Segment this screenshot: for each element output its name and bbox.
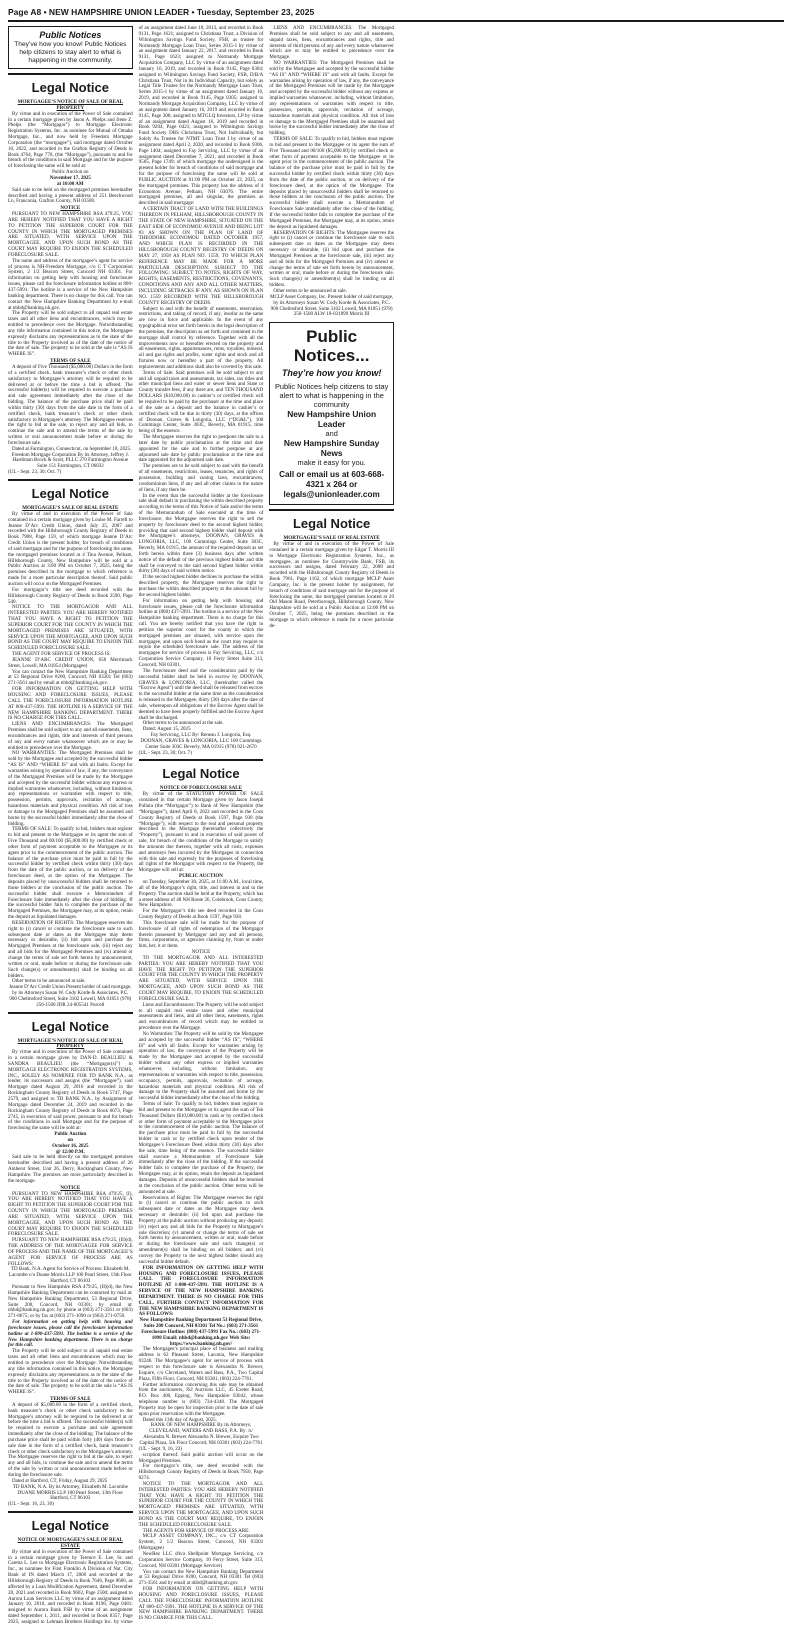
notice-paragraph: FOR INFORMATION ON GETTING HELP WITH HOUSING AND FORECLOSURE ISSUES, PLEASE CALL THE FORECLOSURE INFORMATION HOTLINE AT 1-800-437-5991. THE HOTLINE IS A SERVICE OF THE NEW HAMPSHIRE BANKING DEPARTMENT. THERE IS NO CHARGE FOR THIS CALL. FURTHER CONTACT INFORMATION FOR THE NEW HAMPSHIRE BANKING DEPARTMENT IS AS FOLLOWS: [138, 1264, 264, 1318]
notice-paragraph: NOTICE TO THE MORTGAGOR AND ALL INTERESTED PARTIES: YOU ARE HEREBY NOTIFIED THAT YOU HAVE A RIGHT TO PETITION THE SUPERIOR COURT FOR THE COUNTY IN WHICH THE MORTGAGED PREMISES ARE SITUATED, WITH SERVICE UPON THE MORTGAGEE, AND UPON SUCH BOND AS THE COURT MAY REQUIRE, TO ENJOIN THE SCHEDULED FORECLOSURE SALE. [138, 1480, 264, 1528]
public-notices-box [8, 26, 133, 69]
notice-title: MORTGAGEE’S NOTICE OF SALE OF REAL PROPERTY [17, 99, 123, 111]
notice-paragraph: Said sale to be held directly on the mortgaged premises hereinafter described and having a present address of 26 Amherst Street, Unit 26, Derry, Rockingham County, New Hampshire. The premises are more particularly described in the mortgage. [8, 1154, 133, 1184]
notice-paragraph: The Mortgagee’s principal place of business and mailing address is 62 Pleasant Street, Laconia, New Hampshire 03246. The Mortgagee’s agent for service of process with respect to this foreclosure sale is Alexandra N. Brewer, Esquire, c/o Cleveland, Waters and Bass, P.A., Two Capital Plaza, Fifth Floor, Concord, NH 03301, (603) 224-7761. [138, 1346, 264, 1382]
auction-line: PUBLIC AUCTION [179, 873, 223, 880]
notice-paragraph: Terms of Sale: Said premises will be sold subject to any and all unpaid taxes and assessments, tax sales, tax titles and other municipal liens and water or sewer liens and State or County transfer fees, if any there are, and TEN THOUSAND DOLLARS ($10,000.00) in cashier’s or certified check will be required to be paid by the purchaser at the time and place of the sale as a deposit and the balance in cashier’s or certified check will be due in thirty (30) days, at the offices of Doonan, Graves & Longoria, LLC (“DG&L”), 100 Cummings Center, Suite 303C, Beverly, MA 01915, time being of the essence. [138, 369, 264, 435]
notice-paragraph: Liens and Encumbrances: The Property will be sold subject to all unpaid real estate taxes and other municipal assessments and liens, and all other liens, easements, rights and encumbrances of record which may be entitled to precedence over the Mortgage. [138, 1001, 264, 1032]
notice-paragraph: For information on getting help with housing and foreclosure issues, please call the foreclosure information hotline at (800) 437-5991. The hotline is a service of the New Hampshire banking department. There is no charge for this call. You are hereby notified that you have the right to petition the superior court for the county in which the mortgaged premises are situated, with service upon the mortgagee, and upon such bond as the court may require to enjoin the scheduled foreclosure sale. The address of the mortgagee for service of process is Fay Servicing, LLC, c/o Corporation Service Company, 10 Ferry Street Suite 313, Concord, NH 03301. [138, 597, 264, 668]
notice-paragraph: MCLP ASSET COMPANY, INC., c/o CT Corporation System, 2 1/2 Beacon Street, Concord, NH 03301 (Mortgagee) [138, 1533, 264, 1552]
notice-paragraph: FOR INFORMATION ON GETTING HELP WITH HOUSING AND FORECLOSURE ISSUES, PLEASE CALL THE FORECLOSURE INFORMATION HOTLINE AT 800-437-5991. THE HOTLINE IS A SERVICE OF THE NEW HAMPSHIRE BANKING DEPARTMENT. THERE IS NO CHARGE FOR THIS CALL. [8, 686, 133, 722]
ad-publication: New Hampshire Union Leader [287, 409, 377, 430]
ad-body: make it easy for you. [297, 458, 366, 468]
legal-notice-heading: Legal Notice [269, 509, 394, 534]
auction-line: Public Auction on [52, 169, 89, 176]
notice-paragraph: The name and address of the mortgagee’s agent for service of process is NH-Freedom Mortgage, c/o C T Corporation System, 2 1/2 Beacon Street, Concord NH 03301. For information on getting help with housing and foreclosure issues, please call the foreclosure information hotline at 800-437-5991. The hotline is a service of the New Hampshire banking department. There is no charge for this call. You can contact the New Hampshire Banking Department by e-mail at nhbd@banking.nh.gov. [8, 257, 133, 311]
notice-signature: BANK OF NEW HAMPSHIRE By its Attorneys, CLEVELAND, WATERS AND BASS, P.A. By: /s/ Alexandra N. Brewer Alexandra N. Brewer, Esquire Two Capital Plaza, 5th Floor Concord, NH 03301 (603) 224-7761 [139, 1422, 263, 1446]
legal-notice-heading: Legal Notice [8, 1511, 133, 1536]
notice-paragraph: The premises are to be sold subject to and with the benefit of all easements, restrictions, leases, tenancies, and rights of possession, building and zoning laws, encumbrances, condominium liens, if any and all other claims in the nature of liens, if any there be. [138, 463, 264, 493]
notice-paragraph: By virtue and in execution of the Power of Sale contained in a certain mortgage given by Jason A. Phelps and Irene Z. Phelps (the “Mortgagor”) to Mortgage Electronic Registration Systems, Inc. as nominee for Mutual of Omaha Mortgage, Inc., and now held by Freedom Mortgage Corporation (the “mortgagee”), said mortgage dated October 10, 2022, and recorded in the Grafton Registry of Deeds in Book 4764, Page 778, (the “Mortgage”), pursuant to and for breach of the conditions in said Mortgage and for the purpose of foreclosing the same will be sold at: [8, 110, 133, 170]
public-notices-ad [269, 322, 394, 505]
notice-title: MORTGAGEE’S NOTICE OF SALE OF REAL PROPERTY [17, 1037, 123, 1050]
notice-paragraph: Other terms to be announced at sale. [12, 978, 86, 985]
notice-paragraph: PURSUANT TO NEW HAMPSHIRE RSA 479:25, (I), YOU ARE HEREBY NOTIFIED THAT YOU HAVE A RIGHT TO PETITION THE SUPERIOR COURT FOR THE COUNTY IN WHICH THE MORTGAGED PREMISES ARE SITUATED, WITH SERVICE UPON THE MORTGAGEE, AND UPON SUCH BOND AS THE COURT MAY REQUIRE TO ENJOIN THE SCHEDULED FORECLOSURE SALE. [8, 1190, 133, 1238]
ad-body: Public Notices help citizens to stay alert to what is happening in the community [274, 382, 389, 410]
notice-subheading: NOTICE [60, 1184, 81, 1191]
notice-paragraph: THE AGENTS FOR SERVICE OF PROCESS ARE: [142, 1527, 250, 1534]
notice-paragraph: TERMS OF SALE: To qualify to bid, bidders must register to bid and present to the Mortgagee or its agent the sum of Five Thousand and 00/100 ($5,000.00) by certified check or other form of payment acceptable to the Mortgagee or its agent prior to the commencement of the public auction. The balance of the purchase price must be paid in full by the successful bidder by certified check within thirty (30) days from the date of the public auction, or on delivery of the foreclosure deed, at the option of the Mortgagee. The deposits placed by unsuccessful bidders shall be returned to those bidders at the conclusion of the public auction. The successful bidder shall execute a Memorandum of Foreclosure Sale immediately after the close of bidding. If the successful bidder fails to complete the purchase of the Mortgaged Premises, the Mortgagee may, at its option, retain the deposit as liquidated damages. [8, 826, 133, 921]
notice-signature: Freedom Mortgage Corporation By its Attorney, Jeffrey J. Hardiman Brock & Scott, PLLC 270 Farmington Avenue Suite 151 Farmington, CT 06032 [11, 451, 129, 470]
notice-paragraph: For mortgagor’s title see deed recorded with the Hillsborough County Registry of Deeds in Book 2590, Page 540. [8, 586, 133, 605]
auction-line: on [67, 1136, 73, 1143]
notice-subheading: NOTICE [60, 205, 81, 212]
notice-title: NOTICE OF MORTGAGEE’S SALE OF REAL ESTATE [17, 1537, 123, 1549]
notice-paragraph: LIENS AND ENCUMBRANCES: The Mortgaged Premises shall be sold subject to any and all easements, unpaid taxes, liens, encumbrances and rights, title and interests of third persons of any and every nature whatsoever which are or may be entitled to precedence over the Mortgage. [269, 25, 394, 61]
ad-publication: New Hampshire Sunday News [283, 438, 380, 459]
notice-paragraph: A deposit of Five Thousand ($5,000.00) Dollars in the form of a certified check, bank treasurer’s check or other check satisfactory to Mortgagee’s attorney will be required to be delivered at or before the time a bid is offered. The successful bidder(s) will be required to execute a purchase and sale agreement immediately after the close of the bidding. The balance of the purchase price shall be paid within thirty (30) days from the sale date in the form of a certified check, bank treasurer’s check or other check satisfactory to Mortgagee’s attorney. The Mortgagee reserves the right to bid at the sale, to reject any and all bids, to continue the sale and to amend the terms of the sale by written or oral announcement made before or during the foreclosure sale. [8, 363, 133, 446]
notice-paragraph: PURSUANT TO NEW HAMPSHIRE RSA 479:25, (II)(d), THE ADDRESS OF THE MORTGAGEE FOR SERVICE OF PROCESS AND THE NAME OF THE MORTGAGEE’S AGENT FOR SERVICE OF PROCESS ARE AS FOLLOWS: [8, 1237, 133, 1267]
notice-paragraph: FOR INFORMATION ON GETTING HELP WITH HOUSING AND FORECLOSURE ISSUES, PLEASE CALL THE FORECLOSURE INFORMATION HOTLINE AT 800-437-5991. THE HOTLINE IS A SERVICE OF THE NEW HAMPSHIRE BANKING DEPARTMENT. THERE IS NO CHARGE FOR THIS CALL. [138, 1586, 264, 1622]
notice-paragraph: By virtue of and in execution of the Power of Sale contained in a certain mortgage given by Edgar T. Morris III to Mortgage Electronic Registration Systems, Inc., as mortgagee, as nominee for Countrywide Bank, FSB, its successors and assigns, dated February 22, 2008 and recorded with the Hillsborough County Registry of Deeds in Book 7961, Page 1162, of which mortgage MCLP Asset Company, Inc. is the present holder by assignment, for breach of conditions of said mortgage and for the purpose of foreclosing the same, the mortgaged premises located at 20 Old Mason Road, Peterborough, Hillsborough County, New Hampshire will be sold at a Public Auction at 12:00 PM on October 7, 2025, being the premises described in the mortgage to which reference is made for a more particular de- [269, 541, 394, 629]
publication-dates: (UL - Sept. 23, 30; Oct. 7) [138, 749, 192, 756]
notice-paragraph: By virtue of and in execution of the Power of Sale contained in a certain mortgage given by Louise M. Farrell to Jeanne D’Arc Credit Union, dated July 25, 2007 and recorded with the Hillsborough County Registry of Deeds in Book 7908, Page 159, of which mortgage Jeanne D’Arc Credit Union is the present holder, for breach of conditions of said mortgage and for the purpose of foreclosing the same, the mortgaged premises located at 4 Tina Avenue, Pelham, Hillsborough County, New Hampshire will be sold at a Public Auction at 3:00 PM on October 7, 2025, being the premises described in the mortgage to which reference is made for a more particular description thereof. Said public auction will occur on the Mortgaged Premises. [8, 510, 133, 587]
auction-time: @ 12:00 P.M. [55, 1148, 85, 1155]
notice-paragraph: Other terms to be announced at sale. [273, 287, 347, 294]
notice-paragraph: THE AGENT FOR SERVICE OF PROCESS IS: [12, 651, 111, 658]
notice-paragraph: For the Mortgagor’s title see deed recorded in the Coos County Registry of Deeds at Book 1597, Page 938. [138, 908, 264, 921]
auction-date: October 16, 2025 [52, 1142, 89, 1149]
notice-paragraph: on Tuesday, September 30, 2025, at 11:00 A.M., local time, all of the Mortgagor’s right, title, and interest in and to the Property. The auction shall be held at the Property, which has a street address of 48 NH Route 26, Colebrook, Coos County, New Hampshire. [138, 878, 264, 909]
notice-paragraph: LIENS AND ENCUMBRANCES: The Mortgaged Premises shall be sold subject to any and all easements, liens, encumbrances and rights, title and interests of third persons of any and every nature whatsoever which are or may be entitled to precedence over the Mortgage. [8, 721, 133, 751]
notice-paragraph: TERMS OF SALE: To qualify to bid, bidders must register to bid and present to the Mortgagee or its agent the sum of Five Thousand and 00/100 ($5,000.00) by certified check or other form of payment acceptable to the Mortgagee or its agent prior to the commencement of the public auction. The balance of the purchase price must be paid in full by the successful bidder by certified check within thirty (30) days from the date of the public auction, or on delivery of the foreclosure deed, at the option of the Mortgagee. The deposits placed by unsuccessful bidders shall be returned to those bidders at the conclusion of the public auction. The successful bidder shall execute a Memorandum of Foreclosure Sale immediately after the close of the bidding. If the successful bidder fails to complete the purchase of the Mortgaged Premises, the Mortgagee may, at its option, retain the deposit as liquidated damages. [269, 136, 394, 230]
auction-time: at 10:00 AM [57, 180, 84, 187]
notice-paragraph: Dated: August 15, 2025 [142, 726, 191, 733]
ad-headline: Public Notices... [293, 327, 370, 366]
notice-paragraph: By virtue and in execution of the Power of Sale contained in a certain mortgage given by DAN-D. BEAULIEU & SANDRA BEAULIEU (the “Mortgagor(s)”) to MORTGAGE ELECTRONIC REGISTRATION SYSTEMS, INC., SOLELY AS NOMINEE FOR TD BANK N.A., as lender, its successors and assigns (the “Mortgagee”), said Mortgage dated August 29, 2016 and recorded in the Rockingham County Registry of Deeds in Book 5747, Page 2579, and assigned to TD BANK N.A., by Assignment of Mortgage dated December 24, 2019 and recorded in the Rockingham County Registry of Deeds in Book 6073, Page 2745, in execution of said power, pursuant to and for breach of the conditions in said Mortgage and for the purpose of foreclosing the same will be sold at: [8, 1049, 133, 1132]
notice-paragraph: NewRez LLC d/b/a Shellpoint Mortgage Servicing, c/o Corporation Service Company, 10 Ferry Street, Suite 313, Concord, NH 03301 (Mortgage Servicer) [138, 1551, 264, 1569]
notice-paragraph: If the second highest bidder declines to purchase the within described property, the Mortgagee reserves the right to purchase the within described property at the amount bid by the second highest bidder. [138, 574, 264, 598]
notice-paragraph: PURSUANT TO NEW HAMPSHIRE RSA 479:25, YOU ARE HEREBY NOTIFIED THAT YOU HAVE A RIGHT TO PETITION THE SUPERIOR COURT FOR THE COUNTY IN WHICH THE MORTGAGED PREMISES ARE SITUATED, WITH SERVICE UPON THE MORTGAGEE, AND UPON SUCH BOND AS THE COURT MAY REQUIRE TO ENJOIN THE SCHEDULED FORECLOSURE SALE. [8, 211, 133, 258]
notice-paragraph: You can contact the New Hampshire Banking Department at 53 Regional Drive #200, Concord, NH 03301 Tel (603) 271-3561 and by email at nhbd@banking.nh.gov. [8, 668, 133, 687]
page-header: Page A8 • NEW HAMPSHIRE UNION LEADER • Tuesday, September 23, 2025 [8, 6, 784, 22]
notice-paragraph: This foreclosure sale will be made for the purpose of foreclosure of all rights of redemption of the Mortgagor therein possessed by Mortgagor and any and all persons, firms, corporations, or agencies claiming by, from or under him, her, it or them. [138, 919, 264, 950]
notice-paragraph: In the event that the successful bidder at the foreclosure sale shall default in purchasing the within described property according to the terms of this Notice of Sale and/or the terms of the Memorandum of Sale executed at the time of foreclosure, the Mortgagee reserves the right to sell the property by foreclosure deed to the second highest bidder, providing that said second highest bidder shall deposit with the Mortgagee’s attorneys, DOONAN, GRAVES & LONGORIA, LLC, 100 Cummings Center, Suite 303C, Beverly, MA 01915, the amount of the required deposit as set forth herein within three (3) business days after written notice of the default of the previous highest bidder and title shall be conveyed to the said second highest bidder within thirty (30) days of said written notice. [138, 492, 264, 575]
notice-paragraph: Further information concerning this sale may be obtained from the auctioneers, JSJ Auctions LLC, 45 Exeter Road, P.O. Box 400, Epping, New Hampshire 03042, whose telephone number is (603) 734-4348. The Mortgaged Property may be open for inspection prior to the date of sale upon prior reservation with the Mortgagee. [138, 1381, 264, 1417]
notice-paragraph: The foreclosure deed and the consideration paid by the successful bidder shall be held in escrow by DOONAN, GRAVES & LONGORIA, LLC, (hereinafter called the “Escrow Agent”) until the deed shall be released from escrow to the successful bidder at the same time as the consideration is released to the Mortgagee, thirty (30) days after the date of sale, whereupon all obligations of the Escrow Agent shall be deemed to have been properly fulfilled and the Escrow Agent shall be discharged. [138, 667, 264, 721]
public-notices-box-title: Public Notices [39, 30, 102, 40]
notice-signature: Fay Servicing, LLC By: Reneau J. Longoria, Esq. DOONAN, GRAVES & LONGORIA, LLC 100 Cummings Center Suite 303C Beverly, MA 01915 (978) 921-2670 [140, 732, 262, 750]
notice-paragraph: Dated this 13th day of August, 2025. [142, 1416, 217, 1423]
notice-paragraph: By virtue of the STATUTORY POWER OF SALE contained in that certain Mortgage given by Jason Joseph Pullara (the “Mortgagor”) to Bank of New Hampshire (the “Mortgagee”), dated April 8, 2022 and recorded in the Coos County Registry of Deeds at Book 1597, Page 938 (the “Mortgage”), with respect to the real and personal property described in the Mortgage (hereinafter collectively the “Property”), pursuant to and in execution of said power of sale, for breach of the conditions of the Mortgage to satisfy the amounts due thereon, together with all costs, expenses and attorneys fees incurred by the Mortgagee in connection with this sale and expressly for the purposes of foreclosing all rights of the Mortgagor with respect to the Property, the Mortgagee will sell at: [138, 791, 264, 874]
notice-paragraph: JEANNE D’ARC CREDIT UNION, 658 Merrimack Street, Lowell, MA 01854 (Mortgagee) [8, 656, 133, 669]
notice-signature: TD BANK, N.A. By its Attorney, Elizabeth M. Lacombe DUANE MORRIS LLP 100 Pearl Street, 13th Floor Hartford, CT 06103 [12, 1483, 128, 1502]
notice-subheading: TERMS OF SALE [50, 1396, 91, 1403]
notice-paragraph: By virtue and in execution of the Power of Sale contained in a certain mortgage given by Terence E. Lee, Sr. and Caretta L. Lee to Mortgage Electronic Registration Systems, Inc., as nominee for First Franklin A Division of Nat. City Bank of IN dated March 17, 2006 and recorded at the Hillsborough Registry of Deeds in Book 7646, Page 0606, as affected by a Loan Modification Agreement, dated December 28, 2021 and recorded in Book 9602, Page 2500; assigned to Aurora Loan Services LLC by virtue of an assignment dated January 10, 2010, and recorded in Book 8196, Page 0481; assigned to Aurora Bank FSB by virtue of an assignment dated September 1, 2011, and recorded in Book 8357, Page 2925; assigned to Lehman Brothers Holdings Inc. by virtue of an assignment dated June 18, 2013, and recorded in Book 9131, Page 1621; assigned to Christiana Trust, a Division of Wilmington Savings Fund Society, FSB, as trustee for Normandy Mortgage Loan Trust, Series 2015-1 by virtue of an assignment dated January 22, 2017, and recorded in Book 9131, Page 1623; assigned to Normandy Mortgage Acquisition Company, LLC by virtue of an assignment dated January 16, 2019, and recorded in Book 9145, Page 0304; assigned to Wilmington Savings Fund Society, FSB, D/B/A Christiana Trust, Not in its Individual Capacity, but solely as Legal Title Trustee for the Normandy Mortgage Loan Trust, Series 2015-1 by virtue of an assignment dated January 16, 2019, and recorded in Book 9145, Page 0305; assigned to Normandy Mortgage Acquisition Company, LLC by virtue of an assignment dated January 16, 2019 and recorded in Book 9145, Page 306; assigned to MTGLQ Investors, LP by virtue of an assignment dated August 16, 2019 and recorded in Book 9204, Page 0421; assigned to Wilmington Savings Fund Society DBS Christiana Trust, Not Individually, but Solely As Trustee for NTMT Loan Trust I by virtue of an assignment dated April 2, 2020, and recorded in Book 9306, Page 1404; assigned to Fay Servicing, LLC by virtue of an assignment dated December 7, 2021, and recorded in Book 9565, Page 1749; of which mortgage the undersigned is the present holder for breach of conditions of said mortgage and for the purpose of foreclosing the same will be sold at PUBLIC AUCTION at 01:00 PM on October 23, 2025, on the mortgaged premises. This property has the address of 4 Economou Avenue, Pelham, NH 03076. The entire mortgaged premises, all and singular, the premises as described in said mortgage: [8, 25, 264, 1625]
notice-paragraph: NOTICE TO THE MORTGAGOR AND ALL INTERESTED PARTIES: YOU ARE HEREBY NOTIFIED THAT YOU HAVE A RIGHT TO PETITION THE SUPERIOR COURT FOR THE COUNTY IN WHICH THE MORTGAGED PREMISES ARE SITUATED, WITH SERVICE UPON THE MORTGAGEE, AND UPON SUCH BOND AS THE COURT MAY REQUIRE TO ENJOIN THE SCHEDULED FORECLOSURE SALE. [8, 604, 133, 652]
notice-paragraph: Dated at Hartford, CT, Friday, August 29, 2025 [12, 1477, 108, 1484]
notice-signature: Jeanne D’Arc Credit Union Present holder of said mortgage, by its Attorneys Susan W. Cody Korde & Associates, P.C. 900 Chelmsford Street, Suite 3102 Lowell, MA 01851 (978) 256-1500 JDR 24-005541 Purcell [9, 984, 132, 1008]
auction-date: November 17, 2025 [49, 174, 91, 181]
notice-subheading: TERMS OF SALE [50, 358, 91, 365]
ad-tagline: They’re how you know! [281, 368, 382, 379]
banking-department-contact: New Hampshire Banking Department 53 Regional Drive, Suite 200 Concord, NH 03301 Tel No.: (603) 271-3561 Foreclosure Hotline: (800) 437-5991 Fax No.: (603) 271-1090 Email: nhbd@banking.nh.gov Web Site: https://www.banking.nh.gov/ [139, 1317, 263, 1347]
publication-dates: (UL - Sept. 16, 23, 30) [8, 1501, 54, 1508]
publication-dates: (UL - Sept. 23, 30; Oct. 7) [8, 469, 62, 476]
notice-paragraph: RESERVATION OF RIGHTS: The Mortgagee reserves the right to (i) cancel or continue the foreclosure sale to such subsequent date or dates as the Mortgagee may deem necessary or desirable, (ii) bid upon and purchase the Mortgaged Premises at the foreclosure sale, (iii) reject any and all bids for the Mortgaged Premises and (iv) amend or change the terms of sale set forth herein by announcement, written or oral, made before or during the foreclosure sale. Such change(s) or amendment(s) shall be binding on all bidders. [269, 229, 394, 289]
notice-paragraph: Other terms to be announced at the sale. [142, 720, 224, 727]
agent-address: TD Bank, N.A. Agent for Service of Process: Elizabeth M. Lacombe c/o Duane Morris LLP 100 Pearl Street, 13th Floor Hartford, CT 06103 [8, 1266, 132, 1285]
notice-paragraph: You can contact the New Hampshire Banking Department at 53 Regional Drive #200, Concord, NH 03301 Tel (603) 271-3561 and by email at nhbd@banking.nh.gov. [138, 1568, 264, 1587]
notice-title: MORTGAGEE’S SALE OF REAL ESTATE [283, 535, 380, 542]
notice-paragraph: A deposit of $5,000.00 in the form of a certified check, bank treasurer’s check or other check satisfactory to the Mortgagee’s attorney will be required to be delivered at or before the time a bid is offered. The successful bidder(s) will be required to execute a purchase and sale agreement immediately after the close of the bidding. The balance of the purchase price shall be paid within forty (40) days from the sale date in the form of a certified check, bank treasurer’s check or other check satisfactory to the Mortgagee’s attorney. The Mortgagee reserves the right to bid at the sale, to reject any and all bids, to continue the sale and to amend the terms of the sale by written or oral announcement made before or during the foreclosure sale. [8, 1401, 133, 1478]
legal-notice-heading: Legal Notice [139, 759, 264, 784]
notice-title: NOTICE OF FORECLOSURE SALE [159, 785, 243, 792]
notice-paragraph: Terms of Sale: To qualify to bid, bidders must register to bid and present to the Mortgagee or its agent the sum of Ten Thousand Dollars ($10,000.00) in cash or by certified check or other form of payment acceptable to the Mortgagee prior to the commencement of the public auction. The balance of the purchase price must be paid in full by the successful bidder in cash or by certified check upon tender of the Mortgagee’s Foreclosure Deed within thirty (30) days after the sale, time being of the essence. The successful bidder shall execute a Memorandum of Foreclosure Sale immediately after the close of the bidding. If the successful bidder fails to complete the purchase of the Property, the Mortgagee may, at its option, retain the deposit as liquidated damages. Deposits of unsuccessful bidders shall be returned at the conclusion of the public auction. Other terms will be announced at sale. [138, 1101, 264, 1195]
notice-paragraph: RESERVATION OF RIGHTS: The Mortgagee reserves the right to (i) cancel or continue the foreclosure sale to such subsequent date or dates as the Mortgagee may deem necessary or desirable, (ii) bid upon and purchase the Mortgaged Premises at the foreclosure sale, (iii) reject any and all bids for the Mortgaged Premises and (iv) amend or change the terms of sale set forth herein by announcement, written or oral, made before or during the foreclosure sale. Such change(s) or amendment(s) shall be binding on all bidders. [8, 919, 133, 979]
notice-paragraph: The Property will be sold subject to all unpaid real estate taxes and all other liens and encumbrances which may be entitled to precedence over the Mortgage. Notwithstanding any title information contained in this notice, the Mortgagee expressly disclaims any representations as to the state of the title to the Property involved as of the date of the notice of the date of sale. The property to be sold at the sale is “AS IS WHERE IS”. [8, 1348, 133, 1396]
public-notices-box-body: They’ve how you know! Public Notices help citizens to stay alert to what is happening in the community. [14, 41, 127, 64]
legal-notice-heading: Legal Notice [8, 73, 133, 98]
ad-conjunction: and [325, 429, 338, 439]
legal-notices-page [8, 26, 786, 1626]
notice-paragraph: For information on getting help with housing and foreclosure issues, please call the foreclosure information hotline at 1-800-437-5991. The hotline is a service of the New Hampshire banking department. There is no charge for this call. [8, 1319, 133, 1349]
notice-paragraph: No Warranties: The Property will be sold by the Mortgagee and accepted by the successful bidder “AS IS”, “WHERE IS” and with all faults. Except for warranties arising by operation of law, the conveyance of the Property will be made by the Mortgagee and accepted by the successful bidder without any other express or implied warranties whatsoever, including, without limitation, any representations or warranties with respect to title, possession, occupancy, permits, approvals, recitation of acreage, hazardous materials and physical condition. All risk of damage to the Property shall be assumed and borne by the successful bidder immediately after the close of the bidding. [138, 1030, 264, 1102]
notice-paragraph: Pursuant to New Hampshire RSA 479:25, (II)(d), the New Hampshire Banking Department can be contacted by mail at: New Hampshire Banking Department, 53 Regional Drive, Suite 200, Concord, NH 03301; by email at: nhbd@banking.nh.gov; by phone at (603) 271-3561 or (603) 271-8675; or by fax at (603) 271-1090 or (603) 271-0750. [8, 1284, 133, 1320]
notice-paragraph: The Property will be sold subject to all unpaid real estate taxes and all other liens and encumbrances, which may be entitled to precedence over the Mortgage. Notwithstanding any title information contained in this notice, the Mortgagee expressly disclaims any representations as to the state of the title to the Property involved as of the date of the notice of the date of sale. The property to be sold at the sale is “AS IS WHERE IS”. [8, 310, 133, 358]
notice-paragraph: Said sale to be held on the mortgaged premises hereinafter described and having a present address of 251 Beechwood Ln, Franconia, Grafton County, NH 03580. [8, 186, 133, 205]
auction-line: Public Auction [54, 1131, 87, 1138]
legal-notice-heading: Legal Notice [8, 479, 133, 504]
notice-paragraph: NO WARRANTIES: The Mortgaged Premises shall be sold by the Mortgagee and accepted by the successful bidder “AS IS” AND “WHERE IS” and with all faults. Except for warranties arising by operation of law, if any, the conveyance of the Mortgaged Premises will be made by the Mortgagee and accepted by the successful bidder without any express or implied warranties whatsoever, including, without limitation, any representations or warranties with respect to title, possession, permits, approvals, recitation of acreage, hazardous materials and physical condition. All risk of loss or damage to the Mortgaged Premises shall be assumed and borne by the successful bidder immediately after the close of bidding. [8, 750, 133, 827]
notice-paragraph: The Mortgagee reserves the right to postpone the sale to a later date by public proclamation at the time and date appointed for the sale and to further postpone at any adjourned sale date by public proclamation at the time and date appointed for the adjourned sale date. [138, 434, 264, 464]
notice-paragraph: Reservations of Rights: The Mortgagee reserves the right to (i) cancel or continue the public auction to such subsequent date or dates as the Mortgagee may deem necessary or desirable; (ii) bid upon and purchase the Property at the public auction without producing any deposit; (iv) reject any and all bids for the Property to Mortgagee’s sole discretion; (v) amend or change the terms of sale set forth herein by announcement, written or oral, made before or during the foreclosure sale and such change(s) or amendment(s) shall be binding on all bidders; and (vi) convey the Property to the next highest bidder should any successful bidder default. [138, 1194, 264, 1265]
notice-paragraph: Subject to and with the benefit of easements, reservation, restrictions, and taking of record, if any, insofar as the same are now in force and applicable. In the event of any typographical error set forth herein in the legal description of the premises, the description as set forth and contained in the mortgage shall control by reference. Together with all the improvements now or hereafter erected on the property and all easements, rights, appurtenances, rents, royalties, mineral, oil and gas rights and profits, water rights and stock and all fixtures now or hereafter a part of the property. All replacements and additions shall also be covered by this sale. [138, 305, 264, 370]
notice-paragraph: scription thereof. Said public auction will occur on the Mortgaged Premises. [138, 1451, 264, 1464]
notice-paragraph: TO THE MORTGAGOR AND ALL INTERESTED PARTIES: YOU ARE HEREBY NOTIFIED THAT YOU HAVE THE RIGHT TO PETITION THE SUPERIOR COURT FOR THE COUNTY IN WHICH THE PROPERTY ARE SITUATED, WITH SERVICE UPON THE MORTGAGEE, AND UPON SUCH BOND AS THE COURT MAY REQUIRE, TO ENJOIN THE SCHEDULED FORECLOSURE SALE. [138, 954, 264, 1002]
notice-paragraph: For mortgagor’s title, see deed recorded with the Hillsborough County Registry of Deeds in Book 7950, Page 0274. [138, 1463, 264, 1482]
notice-title: MORTGAGEE’S SALE OF REAL ESTATE [22, 505, 119, 511]
ad-contact: Call or email us at 603-668-4321 x 264 or legals@unionleader.com [279, 470, 385, 500]
publication-dates: (UL - Sept. 9, 16, 23) [138, 1445, 182, 1452]
legal-notice-heading: Legal Notice [8, 1012, 133, 1037]
notice-paragraph: Dated at Farmington, Connecticut, on September 18, 2025. [12, 445, 132, 452]
notice-subheading: NOTICE [191, 949, 211, 956]
notice-paragraph: NO WARRANTIES: The Mortgaged Premises shall be sold by the Mortgagee and accepted by the successful bidder “AS IS” AND “WHERE IS” and with all faults. Except for warranties arising by operation of law, if any, the conveyance of the Mortgaged Premises will be made by the Mortgagee and accepted by the successful bidder without any express or implied warranties whatsoever, including, without limitation, any representations or warranties with respect to title, possession, permits, approvals, recitation of acreage, hazardous materials and physical condition. All risk of loss or damage to the Mortgaged Premises shall be assumed and borne by the successful bidder immediately after the close of bidding. [269, 60, 394, 137]
notice-paragraph: A CERTAIN TRACT OF LAND WITH THE BUILDINGS THEREON IN PELHAM, HILLSBOROUGH COUNTY IN THE STATE OF NEW HAMPSHIRE, SITUATED ON THE EAST SIDE OF ECONOMOU AVENUE AND BEING LOT #3 AS SHOWN ON THE PLAN OF LAND OF THEODORE ECONOMOU DATED OCTOBER 1957, AND WHICH PLAN IS RECORDED IN THE HILLSBOROUGH COUNTY REGISTRY OF DEEDS ON MAY 27, 1958 AS PLAN NO. 1559, TO WHICH PLAN REFERENCE MAY BE MADE FOR A MORE PARTICULAR DESCRIPTION. SUBJECT TO THE FOLLOWING: SUBJECT TO NOTES, RIGHTS OF WAY, RIGHTS, EASEMENTS, RESTRICTIONS, COVENANTS, CONDITIONS AND ANY AND ALL OTHER MATTERS, INCLUDING SETBACKS IF ANY, AS SHOWN ON PLAN NO. 1559 RECORDED WITH THE HILLSBOROUGH COUNTY REGISTRY OF DEEDS. [138, 206, 264, 306]
notice-signature: MCLP Asset Company, Inc. Present holder of said mortgage, by its Attorneys Susan W. Cody Korde & Associates, P.C. 900 Chelmsford Street, Suite 3102 Lowell, MA 01851 (978) 256-1500 ALW 18-031899 Morris III [270, 293, 394, 318]
